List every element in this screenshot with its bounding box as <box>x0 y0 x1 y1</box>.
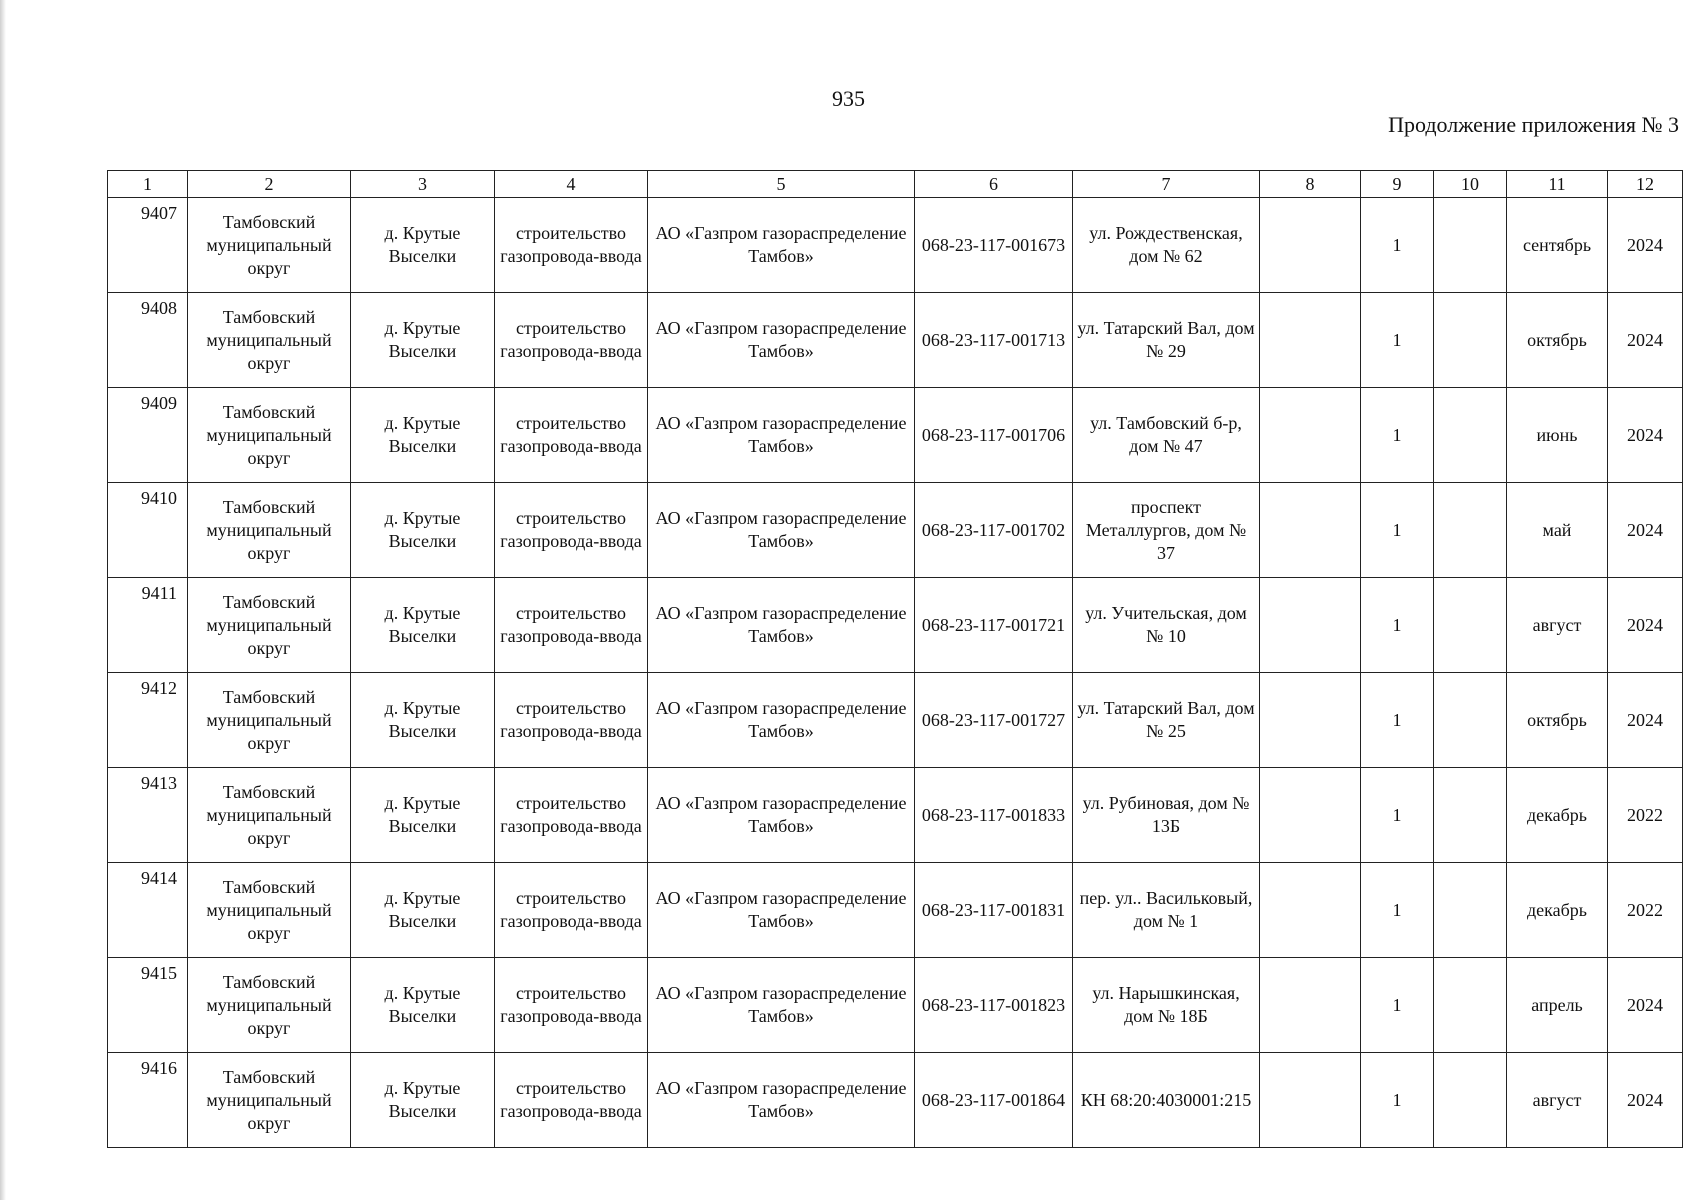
table-row <box>108 863 1683 958</box>
cell-settlement: д. Крутые Выселки <box>351 1053 495 1148</box>
cell-quantity: 1 <box>1361 578 1434 673</box>
cell-organization: АО «Газпром газораспределение Тамбов» <box>648 388 915 483</box>
cell-record-number: 9415 <box>108 958 188 1053</box>
header-row <box>108 171 1683 198</box>
cell-month: май <box>1507 483 1608 578</box>
cell-year: 2022 <box>1608 768 1683 863</box>
appendix-note: Продолжение приложения № 3 <box>1388 112 1679 137</box>
cell-work-type: строительство газопровода-ввода <box>495 578 648 673</box>
table-row <box>108 578 1683 673</box>
column-header: 5 <box>648 171 915 198</box>
cell-col8 <box>1260 578 1361 673</box>
table-row <box>108 198 1683 293</box>
column-header: 4 <box>495 171 648 198</box>
cell-work-type: строительство газопровода-ввода <box>495 673 648 768</box>
column-header: 10 <box>1434 171 1507 198</box>
cell-year: 2024 <box>1608 293 1683 388</box>
cell-application-id: 068-23-117-001864 <box>915 1053 1073 1148</box>
cell-col10 <box>1434 388 1507 483</box>
cell-work-type: строительство газопровода-ввода <box>495 483 648 578</box>
cell-record-number: 9407 <box>108 198 188 293</box>
cell-work-type: строительство газопровода-ввода <box>495 768 648 863</box>
cell-record-number: 9413 <box>108 768 188 863</box>
table-row <box>108 483 1683 578</box>
cell-year: 2024 <box>1608 483 1683 578</box>
cell-month: июнь <box>1507 388 1608 483</box>
cell-application-id: 068-23-117-001823 <box>915 958 1073 1053</box>
column-header: 7 <box>1073 171 1260 198</box>
cell-settlement: д. Крутые Выселки <box>351 673 495 768</box>
cell-month: сентябрь <box>1507 198 1608 293</box>
cell-quantity: 1 <box>1361 198 1434 293</box>
table-row <box>108 768 1683 863</box>
cell-month: август <box>1507 578 1608 673</box>
cell-month: апрель <box>1507 958 1608 1053</box>
cell-settlement: д. Крутые Выселки <box>351 863 495 958</box>
cell-record-number: 9412 <box>108 673 188 768</box>
cell-application-id: 068-23-117-001721 <box>915 578 1073 673</box>
cell-organization: АО «Газпром газораспределение Тамбов» <box>648 673 915 768</box>
cell-year: 2024 <box>1608 673 1683 768</box>
cell-application-id: 068-23-117-001831 <box>915 863 1073 958</box>
cell-quantity: 1 <box>1361 768 1434 863</box>
cell-col8 <box>1260 483 1361 578</box>
cell-col8 <box>1260 293 1361 388</box>
cell-settlement: д. Крутые Выселки <box>351 578 495 673</box>
cell-settlement: д. Крутые Выселки <box>351 198 495 293</box>
cell-col8 <box>1260 768 1361 863</box>
cell-record-number: 9416 <box>108 1053 188 1148</box>
cell-quantity: 1 <box>1361 293 1434 388</box>
cell-year: 2024 <box>1608 198 1683 293</box>
cell-district: Тамбовский муниципальный округ <box>188 578 351 673</box>
cell-address: КН 68:20:4030001:215 <box>1073 1053 1260 1148</box>
cell-col10 <box>1434 673 1507 768</box>
cell-work-type: строительство газопровода-ввода <box>495 1053 648 1148</box>
cell-district: Тамбовский муниципальный округ <box>188 1053 351 1148</box>
cell-work-type: строительство газопровода-ввода <box>495 958 648 1053</box>
column-header: 12 <box>1608 171 1683 198</box>
cell-year: 2024 <box>1608 1053 1683 1148</box>
cell-year: 2024 <box>1608 388 1683 483</box>
cell-settlement: д. Крутые Выселки <box>351 483 495 578</box>
cell-col10 <box>1434 578 1507 673</box>
cell-application-id: 068-23-117-001706 <box>915 388 1073 483</box>
cell-month: декабрь <box>1507 768 1608 863</box>
cell-application-id: 068-23-117-001713 <box>915 293 1073 388</box>
cell-work-type: строительство газопровода-ввода <box>495 863 648 958</box>
table-row <box>108 958 1683 1053</box>
cell-quantity: 1 <box>1361 1053 1434 1148</box>
cell-col8 <box>1260 1053 1361 1148</box>
cell-record-number: 9411 <box>108 578 188 673</box>
cell-address: ул. Учительская, дом № 10 <box>1073 578 1260 673</box>
cell-district: Тамбовский муниципальный округ <box>188 293 351 388</box>
cell-address: ул. Рубиновая, дом № 13Б <box>1073 768 1260 863</box>
cell-record-number: 9409 <box>108 388 188 483</box>
cell-organization: АО «Газпром газораспределение Тамбов» <box>648 863 915 958</box>
cell-application-id: 068-23-117-001727 <box>915 673 1073 768</box>
cell-address: проспект Металлургов, дом № 37 <box>1073 483 1260 578</box>
cell-address: ул. Рождественская, дом № 62 <box>1073 198 1260 293</box>
cell-year: 2022 <box>1608 863 1683 958</box>
cell-month: август <box>1507 1053 1608 1148</box>
cell-col10 <box>1434 863 1507 958</box>
table-row <box>108 388 1683 483</box>
column-header: 8 <box>1260 171 1361 198</box>
cell-quantity: 1 <box>1361 483 1434 578</box>
table-row <box>108 1053 1683 1148</box>
cell-settlement: д. Крутые Выселки <box>351 958 495 1053</box>
cell-application-id: 068-23-117-001673 <box>915 198 1073 293</box>
table-row <box>108 673 1683 768</box>
cell-organization: АО «Газпром газораспределение Тамбов» <box>648 768 915 863</box>
cell-district: Тамбовский муниципальный округ <box>188 483 351 578</box>
cell-month: декабрь <box>1507 863 1608 958</box>
cell-col10 <box>1434 958 1507 1053</box>
cell-organization: АО «Газпром газораспределение Тамбов» <box>648 198 915 293</box>
cell-col8 <box>1260 198 1361 293</box>
cell-work-type: строительство газопровода-ввода <box>495 388 648 483</box>
cell-col10 <box>1434 483 1507 578</box>
cell-quantity: 1 <box>1361 863 1434 958</box>
cell-quantity: 1 <box>1361 673 1434 768</box>
table-body <box>108 198 1683 1148</box>
cell-quantity: 1 <box>1361 388 1434 483</box>
cell-settlement: д. Крутые Выселки <box>351 293 495 388</box>
cell-settlement: д. Крутые Выселки <box>351 768 495 863</box>
column-header: 3 <box>351 171 495 198</box>
column-header: 2 <box>188 171 351 198</box>
table-container <box>107 170 1682 1148</box>
cell-col8 <box>1260 958 1361 1053</box>
cell-organization: АО «Газпром газораспределение Тамбов» <box>648 1053 915 1148</box>
cell-organization: АО «Газпром газораспределение Тамбов» <box>648 293 915 388</box>
cell-record-number: 9408 <box>108 293 188 388</box>
cell-month: октябрь <box>1507 673 1608 768</box>
data-table <box>107 170 1683 1148</box>
cell-quantity: 1 <box>1361 958 1434 1053</box>
cell-district: Тамбовский муниципальный округ <box>188 388 351 483</box>
cell-organization: АО «Газпром газораспределение Тамбов» <box>648 578 915 673</box>
cell-district: Тамбовский муниципальный округ <box>188 958 351 1053</box>
scan-edge-shadow <box>0 0 6 1200</box>
cell-col8 <box>1260 388 1361 483</box>
cell-year: 2024 <box>1608 578 1683 673</box>
cell-district: Тамбовский муниципальный округ <box>188 768 351 863</box>
cell-application-id: 068-23-117-001702 <box>915 483 1073 578</box>
cell-work-type: строительство газопровода-ввода <box>495 293 648 388</box>
cell-district: Тамбовский муниципальный округ <box>188 198 351 293</box>
cell-year: 2024 <box>1608 958 1683 1053</box>
column-header: 9 <box>1361 171 1434 198</box>
cell-address: пер. ул.. Васильковый, дом № 1 <box>1073 863 1260 958</box>
cell-col10 <box>1434 198 1507 293</box>
page-number: 935 <box>832 86 865 111</box>
cell-application-id: 068-23-117-001833 <box>915 768 1073 863</box>
column-header: 6 <box>915 171 1073 198</box>
cell-col10 <box>1434 768 1507 863</box>
cell-work-type: строительство газопровода-ввода <box>495 198 648 293</box>
column-header: 1 <box>108 171 188 198</box>
cell-address: ул. Нарышкинская, дом № 18Б <box>1073 958 1260 1053</box>
cell-organization: АО «Газпром газораспределение Тамбов» <box>648 483 915 578</box>
cell-district: Тамбовский муниципальный округ <box>188 673 351 768</box>
cell-settlement: д. Крутые Выселки <box>351 388 495 483</box>
cell-col10 <box>1434 1053 1507 1148</box>
cell-address: ул. Татарский Вал, дом № 25 <box>1073 673 1260 768</box>
cell-address: ул. Тамбовский б-р, дом № 47 <box>1073 388 1260 483</box>
cell-col8 <box>1260 863 1361 958</box>
column-header: 11 <box>1507 171 1608 198</box>
table-row <box>108 293 1683 388</box>
cell-col8 <box>1260 673 1361 768</box>
cell-address: ул. Татарский Вал, дом № 29 <box>1073 293 1260 388</box>
cell-month: октябрь <box>1507 293 1608 388</box>
cell-record-number: 9410 <box>108 483 188 578</box>
cell-organization: АО «Газпром газораспределение Тамбов» <box>648 958 915 1053</box>
cell-col10 <box>1434 293 1507 388</box>
cell-record-number: 9414 <box>108 863 188 958</box>
cell-district: Тамбовский муниципальный округ <box>188 863 351 958</box>
